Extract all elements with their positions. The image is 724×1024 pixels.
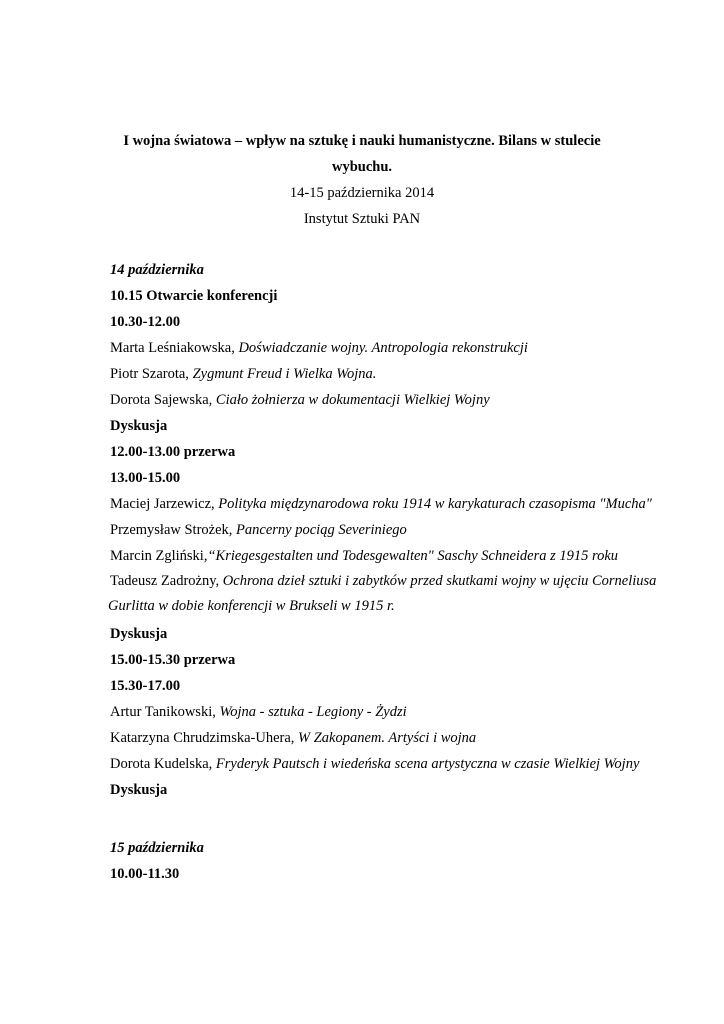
discussion-label: Dyskusja bbox=[110, 626, 168, 642]
talk-row bbox=[110, 517, 670, 543]
talk-title-continuation: Gurlitta w dobie konferencji w Brukseli w 1915 r. bbox=[108, 598, 395, 614]
conference-dates: 14-15 października 2014 bbox=[289, 185, 435, 201]
talk-row bbox=[110, 699, 670, 725]
talk-title: , Ciało żołnierza w dokumentacji Wielkiej Wojny bbox=[208, 392, 490, 408]
session2-time: 13.00-15.00 bbox=[110, 470, 181, 486]
talk-title: Doświadczanie wojny. Antropologia rekonstrukcji bbox=[238, 340, 528, 356]
break-2: 15.00-15.30 przerwa bbox=[110, 652, 236, 668]
talk-speaker: Marcin Zgliński, bbox=[110, 548, 208, 564]
talk-speaker: Piotr Szarota, bbox=[110, 366, 193, 382]
talk-speaker: Katarzyna Chrudzimska-Uhera, bbox=[110, 730, 299, 746]
talk-speaker: Dorota Kudelska, bbox=[110, 756, 216, 772]
talk-row bbox=[110, 751, 670, 777]
talk-speaker: Marta Leśniakowska, bbox=[110, 340, 239, 356]
day-spacer bbox=[110, 803, 670, 819]
day-spacer bbox=[110, 819, 670, 835]
day2-session1-time: 10.00-11.30 bbox=[110, 866, 180, 882]
day1-date: 14 października bbox=[110, 262, 204, 278]
title-line-2: wybuchu. bbox=[331, 159, 393, 175]
talk-speaker: Maciej Jarzewicz, bbox=[110, 496, 219, 512]
talk-row bbox=[110, 543, 670, 569]
talk-title: Pancerny pociąg Severiniego bbox=[236, 522, 407, 538]
talk-row bbox=[110, 491, 670, 517]
talk-speaker: Artur Tanikowski, bbox=[110, 704, 220, 720]
talk-row bbox=[110, 725, 670, 751]
talk-row bbox=[110, 361, 670, 387]
talk-title: Wojna - sztuka - Legiony - Żydzi bbox=[219, 704, 407, 720]
opening: 10.15 Otwarcie konferencji bbox=[110, 288, 278, 304]
talk-row bbox=[110, 335, 670, 361]
conference-venue: Instytut Sztuki PAN bbox=[303, 211, 421, 227]
session1-time: 10.30-12.00 bbox=[110, 314, 181, 330]
talk-row bbox=[110, 387, 670, 413]
title-line-1: I wojna światowa – wpływ na sztukę i nauki humanistyczne. Bilans w stulecie bbox=[123, 133, 601, 149]
programme bbox=[110, 257, 670, 887]
talk-speaker: Dorota Sajewska bbox=[110, 392, 209, 408]
discussion-label: Dyskusja bbox=[110, 782, 168, 798]
talk-title: Fryderyk Pautsch i wiedeńska scena artystyczna w czasie Wielkiej Wojny bbox=[215, 756, 640, 772]
talk-title: “Kriegesgestalten und Todesgewalten" Saschy Schneidera z 1915 roku bbox=[207, 548, 619, 564]
talk-title: Polityka międzynarodowa roku 1914 w karykaturach czasopisma "Mucha" bbox=[218, 496, 652, 512]
day2-date: 15 października bbox=[110, 840, 204, 856]
talk-title: Ochrona dzieł sztuki i zabytków przed skutkami wojny w ujęciu Corneliusa bbox=[222, 573, 657, 589]
talk-title: Zygmunt Freud i Wielka Wojna. bbox=[192, 366, 377, 382]
talk-speaker: Tadeusz Zadrożny, bbox=[110, 573, 223, 589]
session3-time: 15.30-17.00 bbox=[110, 678, 181, 694]
document-header bbox=[0, 128, 724, 232]
talk-speaker: Przemysław Strożek, bbox=[110, 522, 237, 538]
discussion-label: Dyskusja bbox=[110, 418, 168, 434]
talk-title: W Zakopanem. Artyści i wojna bbox=[298, 730, 477, 746]
talk-row bbox=[110, 569, 670, 593]
break-1: 12.00-13.00 przerwa bbox=[110, 444, 236, 460]
